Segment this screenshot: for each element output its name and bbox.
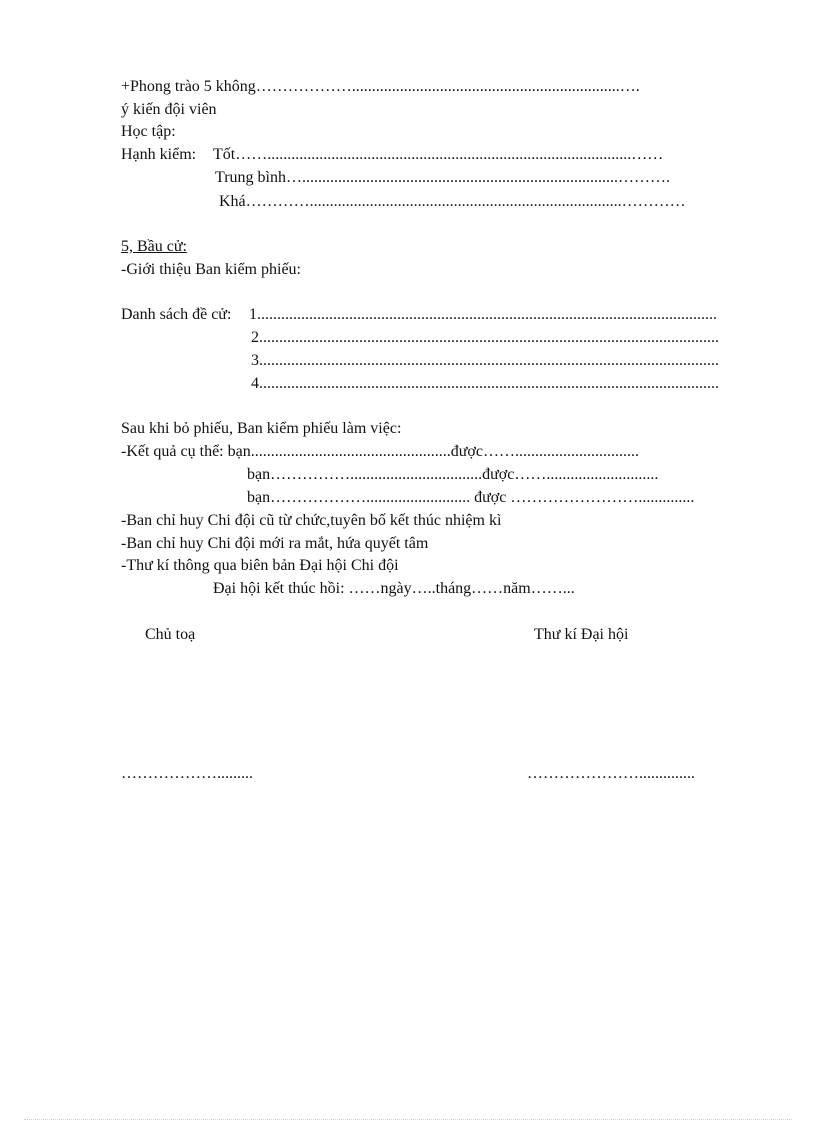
candidate-line-1: 1................................................................................................................... (249, 306, 717, 323)
chair-signature-line: ………………......... (121, 765, 253, 782)
behavior-fair-line: Khá…………..............................................................................………… (219, 193, 686, 210)
after-vote-line: Sau khi bỏ phiếu, Ban kiểm phiếu làm việc: (121, 420, 402, 437)
chair-signature-label: Chủ toạ (145, 626, 196, 643)
candidate-line-3: 3................................................................................................................... (251, 352, 719, 369)
result-line-3: bạn……………….......................... được …………………….............. (247, 489, 695, 506)
secretary-minutes-line: -Thư kí thông qua biên bản Đại hội Chi đội (121, 557, 399, 574)
result-line-2: bạn…………….................................được……............................ (247, 466, 659, 483)
new-command-line: -Ban chỉ huy Chi đội mới ra mắt, hứa quyết tâm (121, 535, 429, 552)
candidate-line-2: 2................................................................................................................... (251, 329, 719, 346)
candidate-line-4: 4................................................................................................................... (251, 375, 719, 392)
member-opinion-label: ý kiến đội viên (121, 101, 217, 118)
study-label: Học tập: (121, 123, 176, 140)
behavior-average-line: Trung bình…...............................................................................………. (215, 169, 670, 186)
campaign-line: +Phong trào 5 không………………...................................................................…. (121, 78, 640, 95)
election-heading: 5, Bầu cử: (121, 238, 187, 255)
old-command-line: -Ban chỉ huy Chi đội cũ từ chức,tuyên bố kết thúc nhiệm kì (121, 512, 502, 529)
behavior-good-line: Tốt……...........................................................................................…… (213, 146, 664, 163)
candidate-list-label: Danh sách đề cử: (121, 306, 232, 323)
page-bottom-divider (24, 1119, 792, 1120)
result-line-1: -Kết quả cụ thể: bạn..................................................được……............................... (121, 443, 639, 460)
vote-counting-intro: -Giới thiệu Ban kiểm phiếu: (121, 261, 301, 278)
behavior-label: Hạnh kiểm: (121, 146, 197, 163)
closing-time-line: Đại hội kết thúc hồi: ……ngày…..tháng……năm……... (213, 580, 575, 597)
secretary-signature-label: Thư kí Đại hội (534, 626, 629, 643)
secretary-signature-line: ………………….............. (527, 765, 695, 782)
